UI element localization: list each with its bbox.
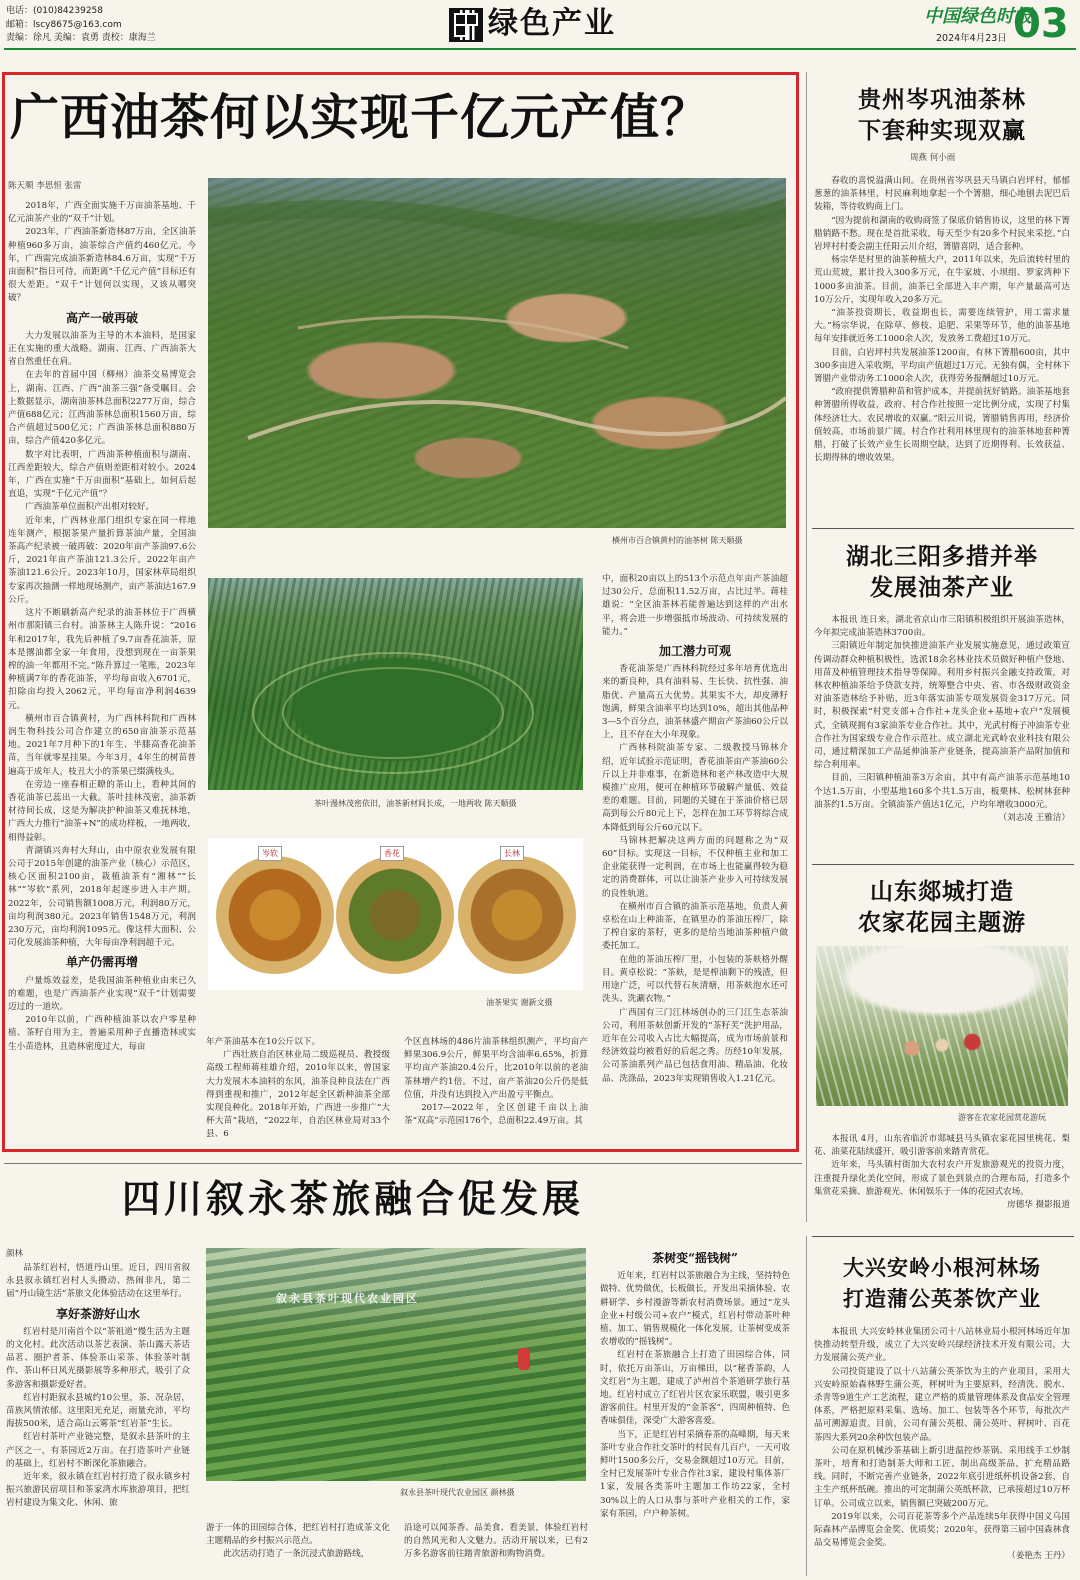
photo3-caption: 油茶果实 谢新文摄	[486, 998, 553, 1007]
shandong-headline: 山东郯城打造 农家花园主题游	[858, 878, 1026, 936]
lead-paragraph: 广西壮族自治区林业局二级巡视员、教授级高级工程师蒋桂雄介绍，2010年以来，曾国家大力发展木本油料的东风，油茶良种良法在广西得到重视和推广，2012年起全区新种油茶全部实现良种化。2018年开始，广西进一步推广“大杯大苗”栽培，“2022年，自治区林业局对33个县、6	[206, 1050, 390, 1140]
guizhou-paragraph: “政府提供箐腊种苗和管护成本，并提前抚好销路。油茶基地套种箐腊所得收益，政府、村合作社按照一定比例分成，实现了村集体经济壮大、农民增收的双赢。”阳云川说，箐腊销售再用，经济价值较高，市场前景广阔。村合作社利用林里现有的油茶林地套种箐腊，打破了长效产业生长周期空缺，达到了近期得利、长效获益、长期得林的增收效果。	[814, 387, 1070, 464]
photo-tea-under-forest	[208, 578, 583, 790]
guizhou-paragraph: “油茶投资期长，收益期也长，需要连续管护，用工需求量大。”杨宗华说，在除草、修枝、追肥、采果等环节，他的油茶基地每年安排就近务工1000余人次，发放务工费超过10万元。	[814, 308, 1070, 345]
sichuan-paragraph: 此次活动打造了一条沉浸式旅游路线，	[223, 1549, 370, 1560]
issue-date: 2024年4月23日	[936, 33, 1007, 44]
guizhou-body	[814, 175, 1070, 510]
qr-code-icon	[449, 8, 483, 42]
sichuan-paragraph: 游于一体的田园综合体，把红岩村打造成茶文化主题精品的乡村振兴示范点。	[206, 1523, 390, 1547]
masthead-phone: 电话：(010)84239258	[6, 6, 104, 16]
lead-headline: 广西油茶何以实现千亿元产值？	[10, 88, 711, 146]
daxinganling-paragraph: 本报讯 大兴安岭林业集团公司十八站林业局小根河林场近年加快推动转型升级，成立了大兴安岭兴绿经济技术开发有限公司，大力发展蒲公英产业。	[814, 1327, 1070, 1364]
sichuan-paragraph: 红岩村茶叶产业链完整，是叙永县茶叶的主产区之一，有茶园近2万亩。在打造茶叶产业链的基础上，红岩村不断深化茶旅融合。	[6, 1432, 190, 1469]
lead-paragraph: 个区直林场的486片油茶林组织测产，平均亩产鲜果306.9公斤，鲜果平均含油率6.65%，折算平均亩产茶油20.4公斤，比2010年以前的老油茶林增产约1倍。不过，亩产茶油20公斤仍是低位值，并没有达到投入产出盈亏平衡点。	[404, 1037, 588, 1100]
subhead-good-tea: 享好茶游好山水	[55, 1306, 140, 1321]
fruit-basket	[216, 856, 334, 974]
fruit-label-card: 长林	[500, 846, 524, 861]
photo-banner-text: 叙永县茶叶现代农业园区	[276, 1292, 419, 1305]
right-column-divider	[806, 1236, 807, 1576]
lead-paragraph: 横州市百合镇黄村，为广西林科院和广西林润生物科技公司合作建立的650亩油茶示范基地。2021年7月种下的1年生、半膝高香花油茶苗，当年就零星挂果。今年3月，4年生的树苗普遍高于成年人，枝丑大小的茶果已缀满枝头。	[8, 713, 196, 777]
hubei-body	[814, 614, 1070, 842]
subhead-money-tree: 茶树变“摇钱树”	[652, 1252, 738, 1265]
section-divider	[812, 528, 1074, 529]
lead-column-4	[602, 573, 788, 1143]
guizhou-paragraph: 春收的喜悦溢满山间。在贵州省岑巩县天马镇白岩坪村，郁郁葱葱的油茶林里，村民麻利地拿起一个个箐腊，细心地刨去泥巴后装箱，等待收购商上门。	[814, 176, 1070, 213]
photo-children-flower-garden	[816, 946, 1068, 1106]
lead-paragraph: 2017—2022年，全区创建千亩以上油茶“双高”示范园176个，总面积22.49万亩。其	[404, 1103, 588, 1127]
sichuan-byline: 颜林	[6, 1249, 24, 1259]
lead-column-2	[206, 1036, 390, 1142]
lead-paragraph: 青湖镇兴奔村大拜山，由中原农业发展有限公司于2015年创建的油茶产业（核心）示范区，核心区面积2100亩，栽植油茶有“湘林”“长林”“岑软”系列，2018年起逐步进入丰产期。2022年，公司销售额1008万元，利润80万元，亩均利润380元。2023年销售1548万元，利润230万元，亩均利润1095元。像这样大面积、公司化发展油茶种植，大年每亩净利润超千元。	[8, 845, 196, 949]
daxinganling-paragraph: 2019年以来，公司百花茶等多个产品连续5年获得中国义乌国际森林产品博览会金奖、优质奖；2020年，获得第三届中国森林食品交易博览会金奖。	[814, 1511, 1070, 1549]
daxinganling-paragraph: 公司投资建设了以十八站蒲公英茶饮为主的产业项目，采用大兴安岭原始森林野生蒲公英，秤树叶为主要原料，经清洗、脱水、杀青等9道生产工艺流程，建立严格的质量管理体系及食品安全管理体系，严格把原料采集、选场、加工、包装等各个环节，每批次产品可溯源追责。目前，公司有蒲公英根、蒲公英叶、秤树叶、百花茶四大系列20余种饮包装产品。	[814, 1366, 1070, 1443]
photo-oil-tea-fruits	[208, 838, 583, 990]
sichuan-headline: 四川叙永茶旅融合促发展	[122, 1176, 585, 1221]
sichuan-paragraph: 红岩村距叙永县城约10公里，茶、况杂居，苗族风情浓郁。这里阳光充足，雨量充沛，平均海拔500米，适合高山云雾茶“红岩茶”生长。	[6, 1392, 190, 1430]
daxinganling-credit: （姜艳杰 王丹）	[1007, 1551, 1070, 1562]
lead-paragraph: 2010年以前，广西种植油茶以农户零星种植、茶籽自用为主，普遍采用种子直播造林或实生小苗造林，且造林密度过大，每亩	[8, 1015, 196, 1052]
masthead-rule	[4, 48, 1076, 50]
subhead-processing: 加工潜力可观	[658, 644, 731, 659]
section-title: 绿色产业	[488, 6, 616, 41]
lead-paragraph: 年产茶油基本在10公斤以下。	[206, 1037, 321, 1047]
lead-column-3	[404, 1036, 588, 1142]
lead-paragraph: 大力发展以油茶为主导的木本油料，是国家正在实施的重大战略。湖南、江西、广西油茶大省自然重任在肩。	[8, 330, 196, 368]
subhead-high-yield: 高产一破再破	[65, 310, 138, 325]
section-divider	[812, 864, 1074, 865]
lead-paragraph: 2018年，广西全面实施千万亩油茶基地、千亿元油茶产业的“双千”计划。	[8, 201, 196, 225]
subhead-unit-yield: 单产仍需再增	[65, 955, 138, 970]
masthead-email: 邮箱：lscy8675@163.com	[6, 19, 122, 30]
daxinganling-headline: 大兴安岭小根河林场 打造蒲公英茶饮产业	[843, 1255, 1041, 1311]
section-divider	[812, 1236, 1074, 1237]
fruit-label-card: 岑软	[258, 846, 282, 861]
fruit-basket	[336, 856, 454, 974]
sichuan-column-4	[600, 1252, 790, 1578]
photo1-caption: 横州市百合镇黄村的油茶树 陈天顺摄	[612, 536, 743, 545]
guizhou-paragraph: 杨宗华是村里的油茶种植大户，2011年以来，先后流转村里的荒山荒坡，累计投入300多万元，在牛家坡、小坝组、罗家湾种下1000多亩油茶。目前，油茶已全部进入丰产期，年产量最高可达10万公斤，实现年收入20多万元。	[814, 255, 1070, 305]
sichuan-paragraph: 当下，正是红岩村采摘春茶的高峰期，每天来茶叶专业合作社交茶叶的村民有几百户，一天可收鲜叶1500多公斤，交易金额超过10万元。目前，全村已发展茶叶专业合作社3家，建设村集体茶厂1家，发展各类茶叶主题加工作坊22家，全村30%以上的人口从事与茶叶产业相关的工作，家家有茶园，户户种茶树。	[600, 1429, 790, 1519]
sichuan-paragraph: 沿途可以闻茶香、品美食、看美景，体验红岩村的自然风光和人文魅力。活动开展以来，已有2万多名游客前往踏青旅游和购物消费。	[404, 1523, 588, 1560]
lead-paragraph: 广西油茶单位面积产出相对较好。	[25, 502, 155, 513]
lead-paragraph: 中，面积20亩以上的513个示范点年亩产茶油超过30公斤，总面积11.52万亩，占比过半。蒋桂雄说：“全区油茶林若能普遍达到这样的产出水平，将会进一步增强抵市场波动、可持续发展的能力。”	[602, 574, 788, 637]
photo2-caption: 茶叶漫林茂密依旧，油茶新材间长成，一地两收 陈天顺摄	[314, 799, 517, 808]
lead-paragraph: 广西林科院油茶专家、二级教授马锦林介绍，近年试验示范证明，香花油茶亩产茶油60公斤以上并非难事，在新造林和老产林改造中大规模推广应用，便可在种植环节破解产量低、效益差的难题。目前，同题的关键在于茶油价格已居高到每公斤80元上下，怎样在加工环节将综合成本降低到每公斤60元以下。	[602, 743, 788, 833]
lead-byline: 陈天顺 李思恒 张雷	[8, 181, 82, 191]
lead-paragraph: 在他的茶油压榨厂里，小包装的茶麸格外醒目。黄卓松说：“茶麸，是是榨油剩下的残渣，但用途广泛，可以代替石灰清塘，用茶麸泡水还可洗头、洗涮衣物。”	[602, 954, 788, 1005]
guizhou-headline: 贵州岑巩油茶林 下套种实现双赢	[858, 86, 1026, 144]
sichuan-paragraph: 品茶红岩村，悟道丹山里。近日，四川省叙永县叙永镇红岩村人头攒动、热闹非凡，第二届“丹山镜生活”茶旅文化体验活动在这里举行。	[6, 1263, 190, 1300]
lead-paragraph: 2023年，广西油茶新造林87万亩，全区油茶种植960多万亩，油茶综合产值约460亿元。今年，广西需完成油茶新造林84.6万亩，实现“千万亩面积”指日可待，而距离“千亿元产值”目标还有很大差距。“双千”计划何以实现，又该从哪突破？	[8, 227, 196, 304]
sichuan-paragraph: 红岩村在茶旅融合上打造了田园综合体，同时，依托万亩茶山，万亩梯田，以“秘香茶韵，人文红岩”为主题，建成了泸州首个茶道研学旅行基地。红岩村成立了红岩片区农家乐联盟，吸引更多游客前往。村里开发的“金茶客”，四周种植特、色香味俱佳，深受广大游客喜爱。	[600, 1350, 790, 1427]
bottom-section-rule	[4, 1163, 802, 1164]
lead-paragraph: 在去年的首届中国（柳州）油茶交易博览会上，湖南、江西、广西“油茶三强”备受瞩目。会上数据显示，湖南油茶林总面积2277万亩，综合产值688亿元；江西油茶林总面积1560万亩，综合产值超过500亿元；广西油茶林总面积880万亩，综合产值420多亿元。	[8, 370, 196, 447]
masthead-editors: 责编：徐凡 美编：袁勇 责校：康海兰	[6, 33, 156, 43]
shandong-photo-caption: 游客在农家花园赏花游玩	[958, 1113, 1046, 1122]
shandong-body	[814, 1133, 1070, 1217]
fruit-basket	[458, 856, 576, 974]
lead-paragraph: 数字对比表明，广西油茶种植面积与湖南、江西差距较大，综合产值则差距相对较小。2024年，广西在实施“千万亩面积”基础上，如何后起直追，实现“千亿元产值”？	[8, 449, 196, 500]
hubei-paragraph: 三阳镇近年制定加快推进油茶产业发展实施意见，通过政策宣传调动群众种植积极性，选派18余名林业技术员做好种植户登地、用苗及种植管理技术指导等保障。利用乡村振兴金融支持政策，对林农种植油茶给予贷款支持，统筹整合中央、省、市各级财政资金对油茶造林给予补贴，近3年落实油茶专项发展资金317万元。同时，积极探索“村党支部+合作社+龙头企业+基地+农户”发展模式，全镇现拥有3家油茶专业合作社。其中，光武村梅子冲油茶专业合作社为国家级专业合作示范社。成立湖北光武岭农业科技有限公司，通过精深加工产品延伸油茶产业链条，提高油茶产品附加值和综合利用率。	[814, 641, 1070, 771]
guizhou-byline: 周燕 何小雨	[910, 153, 956, 163]
hubei-headline: 湖北三阳多措并举 发展油茶产业	[846, 543, 1038, 601]
sichuan-column-1	[6, 1262, 190, 1578]
lead-paragraph: 在旁边一座春相正瞭的茶山上，看种其间的香花油茶已蕊出一大截。茶叶挂林茂密，油茶新材待间长成，这是为解决护种油茶又难抚林地，广西大力推行“油茶+N”的成功样板，一地两收，相得益彰。	[8, 779, 196, 843]
hubei-paragraph: 本报讯 连日来，湖北省京山市三阳镇积极组织开展油茶造林，今年拟完成油茶造林3700亩。	[814, 615, 1070, 639]
hubei-paragraph: 目前，三阳镇种植油茶3万余亩，其中有高产油茶示范基地10个达1.5万亩，小型基地160多个共1.5万亩，板栗林、松树林套种油茶约1.5万亩。全镇油茶产值达1亿元，户均年增收3000元。	[814, 773, 1070, 810]
paper-name-logo: 中国绿色时报	[924, 6, 1032, 27]
right-column-divider	[806, 72, 807, 1222]
sichuan-paragraph: 红岩村是川南首个以“茶祖道”慢生活为主题的文化村。此次活动以茶艺表演、茶山露天茶话品茗、圈护者茶、体验茶山采茶、体验茶叶制作、茶山杯日风光摄影展等多种形式，吸引了众多游客和摄影爱好者。	[6, 1326, 190, 1390]
daxinganling-body	[814, 1326, 1070, 1578]
lead-paragraph: 在横州市百合镇的油茶示范基地，负责人黄卓松在山上种油茶，在镇里办的茶油压榨厂，除了榨自家的茶籽，更多的是给当地油茶种植户做委托加工。	[602, 901, 788, 952]
sichuan-column-3	[404, 1522, 588, 1578]
lead-paragraph: 近年来，广西林业部门组织专家在同一样地连年测产，根据茶果产量折算茶油产量，全国油茶高产纪录被一破再破：2020年亩产茶油97.6公斤，2021年亩产茶油121.3公斤，2022年亩产茶油121.6公斤。2023年10月，国家林草局组织专家再次抽测一样地现场测产，亩产茶油达167.9公斤。	[8, 515, 196, 605]
guizhou-paragraph: “因为提前和湖南的收购商签了保底价销售协议，这里的林下箐腊销路不愁。现在是首批采收，每天至少有20多个村民来采挖。”白岩坪村村委会副主任阳云川介绍，箐腊喜阴，适合套种。	[814, 215, 1070, 253]
person-red-jacket	[518, 1348, 530, 1370]
sichuan-paragraph: 近年来，红岩村以茶旅融合为主线，坚持特色做特、优势做优，长板做长，开发出采摘体验、农耕研学、乡村漫游等新农村消费场景。通过“龙头企业+村级公司+农户”模式，红岩村带动茶叶种植、加工、销售规模化一体化发展，让茶树变成茶农增收的“摇钱树”。	[600, 1271, 790, 1348]
lead-paragraph: 户量炼效益差，是我国油茶种植业由来已久的难题，也是广西油茶产业实现“双千”计划需要迈过的一道坎。	[8, 975, 196, 1012]
lead-paragraph: 马锦林把解决这两方面的问题称之为“双60”目标。实现这一目标，不仅种植主业和加工企业能获得一定利润，在市场上也能赢得较为稳定的消费群体，可以让油茶产业步入可持续发展的良性轨道。	[602, 835, 788, 899]
lead-column-1	[8, 200, 196, 1142]
fruit-label-card: 香花	[380, 846, 404, 861]
shandong-paragraph: 本报讯 4月，山东省临沂市郯城县马头镇农家花园里桃花、梨花、油菜花陆续盛开，吸引游客前来踏青赏花。	[814, 1134, 1070, 1158]
hubei-credit: （刘志凌 王雅洁）	[998, 813, 1070, 824]
page-number: 03	[1013, 1, 1069, 47]
lead-paragraph: 广西国有三门江林场创办的三门江生态茶油公司，利用茶麸创新开发的“茶籽芙”洗护用品，近年在公司收入占比大幅提高，成为市场前景和经济效益均被看好的后起之秀。历经10年发展，公司茶油系列产品已包括食用油、精品油、化妆品、洗涤品，2023年实现销售收入1.21亿元。	[602, 1007, 788, 1084]
lead-paragraph: 这片不断刷新高产纪录的油茶林位于广西横州市那阳镇三台村。油茶林主人陈升说：“2016年和2017年，我先后种植了9.7亩香花油茶，原本是撂油都全家一年食用，没想到现在一亩茶果榨的油一年都用不完。”陈升算过一笔账，2023年种植满7年的香花油茶，平均每亩收入6701元，扣除亩均投入2062元，平均每亩净利润4639元。	[8, 608, 196, 711]
sichuan-paragraph: 近年来，叙永镇在红岩村打造了叙永镇乡村振兴旅游民宿项目和茶家湾水库旅游项目，把红岩村建设为集文化、休闲、旅	[6, 1472, 190, 1509]
daxinganling-paragraph: 公司在原机械沙茶基础上新引进温控炒茶锅、采用线手工炒制茶叶，培育和打造制茶大师和工匠，制出高级茶品，扩充精品路线。同时，不断完善产业链条，2022年底引进纸杯机设备2套，自主生产纸杯纸碗。推出的可定制蒲公英纸杯款，已承接超过10万杯订单。公司成立以来，销售额已突破200万元。	[814, 1445, 1070, 1509]
shandong-paragraph: 近年来，马头镇村街加大农村农户开发旅游观光的投资力度，注重提升绿化美化空间，形成了景色到景点的合理布局，打造多个集赏花采摘、旅游观光、休闲娱乐于一体的花园式农场。	[814, 1160, 1070, 1197]
photo-tea-plantation-park	[206, 1248, 586, 1481]
shandong-credit: 房德华 摄影报道	[1007, 1200, 1070, 1211]
guizhou-paragraph: 目前，白岩坪村共发展油茶1200亩，有林下箐腊600亩，其中300多亩进入采收期，平均亩产值超过1万元。无独有偶，全村林下箐腊产业带动务工1000余人次，获得劳务报酬超过10万元。	[814, 347, 1070, 385]
lead-paragraph: 香花油茶是广西林科院经过多年培育优选出来的新良种，具有油料易、生长快、抗性强、油脂优、产量高五大优势。其果实不大，却皮薄籽饱满，鲜果含油率平均达到10%，超出其他品种3—5个百分点，油茶林盛产期亩产茶油60公斤以上，且不存在大小年现象。	[602, 664, 788, 741]
sichuan-photo-caption: 叙永县茶叶现代农业园区 颜林摄	[400, 1488, 515, 1497]
sichuan-column-2	[206, 1522, 390, 1578]
masthead-contact	[6, 5, 266, 46]
photo-terraced-oil-tea-hills	[208, 178, 786, 528]
